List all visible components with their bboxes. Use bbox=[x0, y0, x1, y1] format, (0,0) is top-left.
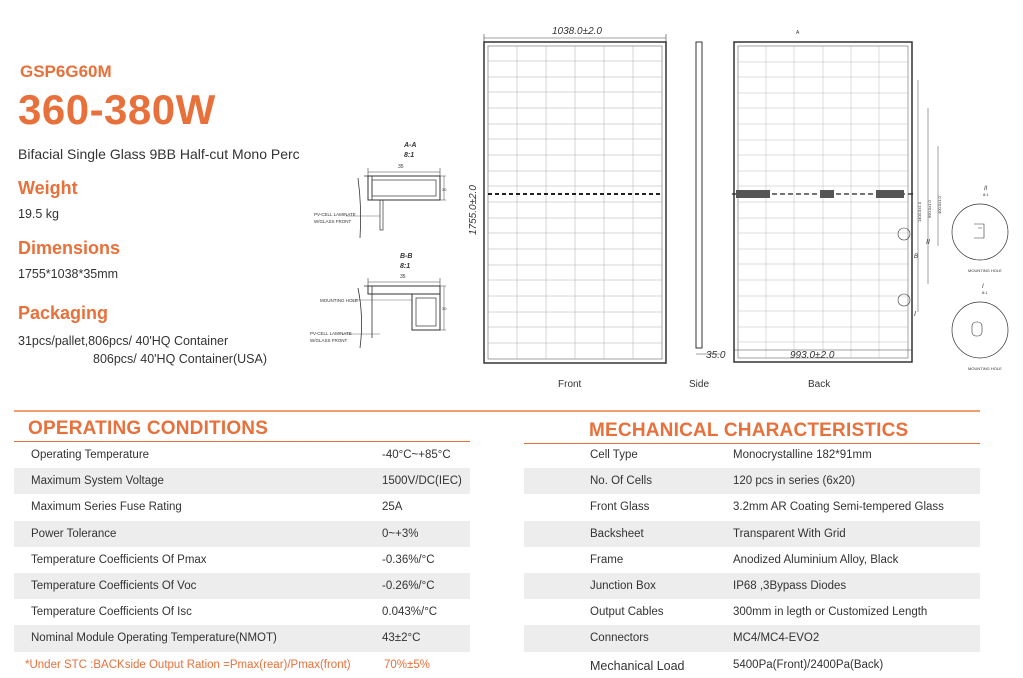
row-label: Maximum Series Fuse Rating bbox=[31, 501, 182, 514]
table-row bbox=[524, 547, 980, 573]
back-dim-1: 1400.0±1.0 bbox=[917, 202, 922, 222]
table-row bbox=[14, 625, 470, 651]
row-label: Frame bbox=[590, 553, 624, 566]
row-label: Operating Temperature bbox=[31, 449, 150, 461]
operating-table bbox=[14, 442, 470, 678]
front-width-dim: 1038.0±2.0 bbox=[552, 26, 602, 37]
table-row bbox=[524, 494, 980, 520]
table-row bbox=[524, 599, 980, 625]
row-value: Transparent With Grid bbox=[733, 527, 846, 540]
back-marker-a: A bbox=[796, 30, 800, 36]
row-value: -0.36%/°C bbox=[382, 553, 435, 566]
row-label: No. Of Cells bbox=[590, 475, 652, 488]
section-aa-dim: 35 bbox=[398, 164, 404, 170]
section-bb-side-dim: 30 bbox=[442, 306, 447, 311]
row-value: 43±2°C bbox=[382, 632, 421, 645]
section-bb-title: B-B bbox=[400, 253, 413, 260]
table-row bbox=[524, 652, 980, 678]
section-aa-label: PV-CELL LAMINATE bbox=[314, 212, 356, 217]
row-value: 300mm in legth or Customized Length bbox=[733, 606, 928, 619]
dimensions-value: 1755*1038*35mm bbox=[18, 267, 119, 281]
row-label: Mechanical Load bbox=[590, 658, 685, 673]
row-label: Backsheet bbox=[590, 527, 644, 540]
section-aa-scale: 8:1 bbox=[404, 152, 415, 159]
row-value: 120 pcs in series (6x20) bbox=[733, 475, 856, 488]
front-height-dim: 1755.0±2.0 bbox=[468, 185, 479, 235]
table-row bbox=[14, 573, 470, 599]
stc-note-value: 70%±5% bbox=[384, 658, 430, 671]
detail-ii-title: II bbox=[984, 186, 988, 192]
row-value: 0.043%/°C bbox=[382, 606, 438, 619]
section-drawings bbox=[300, 138, 460, 358]
row-value: Anodized Aluminium Alloy, Black bbox=[733, 553, 899, 566]
row-value: 25A bbox=[382, 501, 403, 514]
detail-i-title: I bbox=[982, 284, 984, 290]
back-dim-2: 990.0±1.0 bbox=[927, 200, 932, 218]
divider-top bbox=[14, 410, 980, 412]
section-aa-title: A-A bbox=[404, 142, 417, 149]
row-label: Maximum System Voltage bbox=[31, 475, 164, 488]
row-label: Temperature Coefficients Of Isc bbox=[31, 606, 192, 619]
detail-ii-label: MOUNTING HOLE bbox=[968, 268, 1002, 273]
weight-value: 19.5 kg bbox=[18, 207, 60, 221]
row-label: Front Glass bbox=[590, 501, 650, 514]
weight-heading: Weight bbox=[18, 178, 78, 198]
stc-note-label: *Under STC :BACKside Output Ration =Pmax(rear)/Pmax(front) bbox=[25, 658, 351, 671]
detail-i-label: MOUNTING HOLE bbox=[968, 366, 1002, 371]
row-label: Junction Box bbox=[590, 579, 656, 592]
row-label: Nominal Module Operating Temperature(NMOT) bbox=[31, 632, 277, 645]
section-aa-side-dim: 30 bbox=[442, 187, 447, 192]
row-value: 1500V/DC(IEC) bbox=[382, 475, 462, 488]
section-aa-label-2: W/GLASS FRONT bbox=[314, 219, 352, 224]
power-range: 360-380W bbox=[18, 86, 216, 133]
mechanical-title: MECHANICAL CHARACTERISTICS bbox=[589, 420, 909, 441]
back-view-drawing bbox=[728, 22, 968, 362]
row-value: MC4/MC4-EVO2 bbox=[733, 632, 820, 645]
table-row bbox=[14, 599, 470, 625]
row-value: IP68 ,3Bypass Diodes bbox=[733, 579, 847, 592]
back-marker-i: I bbox=[914, 311, 916, 318]
detail-drawings bbox=[950, 182, 1020, 382]
section-bb-hole-label: MOUNTING HOLE bbox=[320, 298, 359, 303]
section-bb-label-2: W/GLASS FRONT bbox=[310, 338, 348, 343]
table-row bbox=[14, 442, 470, 468]
row-label: Cell Type bbox=[590, 449, 638, 461]
back-marker-b: B bbox=[914, 254, 919, 260]
section-bb-label: PV-CELL LAMINATE bbox=[310, 331, 352, 336]
front-cell-grid bbox=[488, 46, 662, 359]
packaging-line-1: 31pcs/pallet,806pcs/ 40'HQ Container bbox=[18, 334, 229, 348]
row-label: Temperature Coefficients Of Pmax bbox=[31, 553, 207, 566]
back-view-label: Back bbox=[808, 379, 831, 390]
front-view-label: Front bbox=[558, 379, 582, 390]
packaging-heading: Packaging bbox=[18, 303, 109, 323]
table-row bbox=[14, 547, 470, 573]
operating-title: OPERATING CONDITIONS bbox=[28, 418, 269, 439]
front-view-drawing bbox=[470, 22, 680, 362]
table-row bbox=[524, 521, 980, 547]
back-cell-grid bbox=[738, 46, 908, 358]
table-row bbox=[524, 573, 980, 599]
section-bb-dim: 35 bbox=[400, 274, 406, 280]
row-value: -0.26%/°C bbox=[382, 579, 435, 592]
back-width-dim: 993.0±2.0 bbox=[790, 350, 835, 361]
back-dim-3: 400.0±1.0 bbox=[937, 196, 942, 214]
stc-note-row bbox=[14, 652, 470, 678]
model-number: GSP6G60M bbox=[20, 62, 112, 81]
detail-i-scale: 8:1 bbox=[982, 290, 988, 295]
packaging-line-2: 806pcs/ 40'HQ Container(USA) bbox=[93, 352, 267, 366]
table-row bbox=[524, 468, 980, 494]
table-row bbox=[524, 625, 980, 651]
side-view-drawing bbox=[690, 36, 730, 366]
row-value: -40°C~+85°C bbox=[382, 449, 451, 461]
row-value: Monocrystalline 182*91mm bbox=[733, 449, 872, 461]
row-label: Power Tolerance bbox=[31, 527, 117, 540]
row-value: 5400Pa(Front)/2400Pa(Back) bbox=[733, 658, 884, 671]
side-depth-dim: 35.0 bbox=[706, 350, 726, 361]
row-label: Temperature Coefficients Of Voc bbox=[31, 579, 197, 592]
mechanical-table bbox=[524, 442, 980, 678]
row-label: Output Cables bbox=[590, 606, 664, 619]
side-view-label: Side bbox=[689, 379, 710, 390]
section-bb-scale: 8:1 bbox=[400, 263, 411, 270]
table-row bbox=[14, 468, 470, 494]
row-value: 0~+3% bbox=[382, 527, 419, 540]
row-value: 3.2mm AR Coating Semi-tempered Glass bbox=[733, 501, 944, 514]
back-marker-ii: II bbox=[926, 239, 930, 246]
detail-ii-scale: 8:1 bbox=[983, 192, 989, 197]
product-subtitle: Bifacial Single Glass 9BB Half-cut Mono Perc bbox=[18, 146, 300, 162]
row-label: Connectors bbox=[590, 632, 649, 645]
dimensions-heading: Dimensions bbox=[18, 238, 121, 258]
table-row bbox=[14, 494, 470, 520]
table-row bbox=[14, 521, 470, 547]
table-row bbox=[524, 442, 980, 468]
